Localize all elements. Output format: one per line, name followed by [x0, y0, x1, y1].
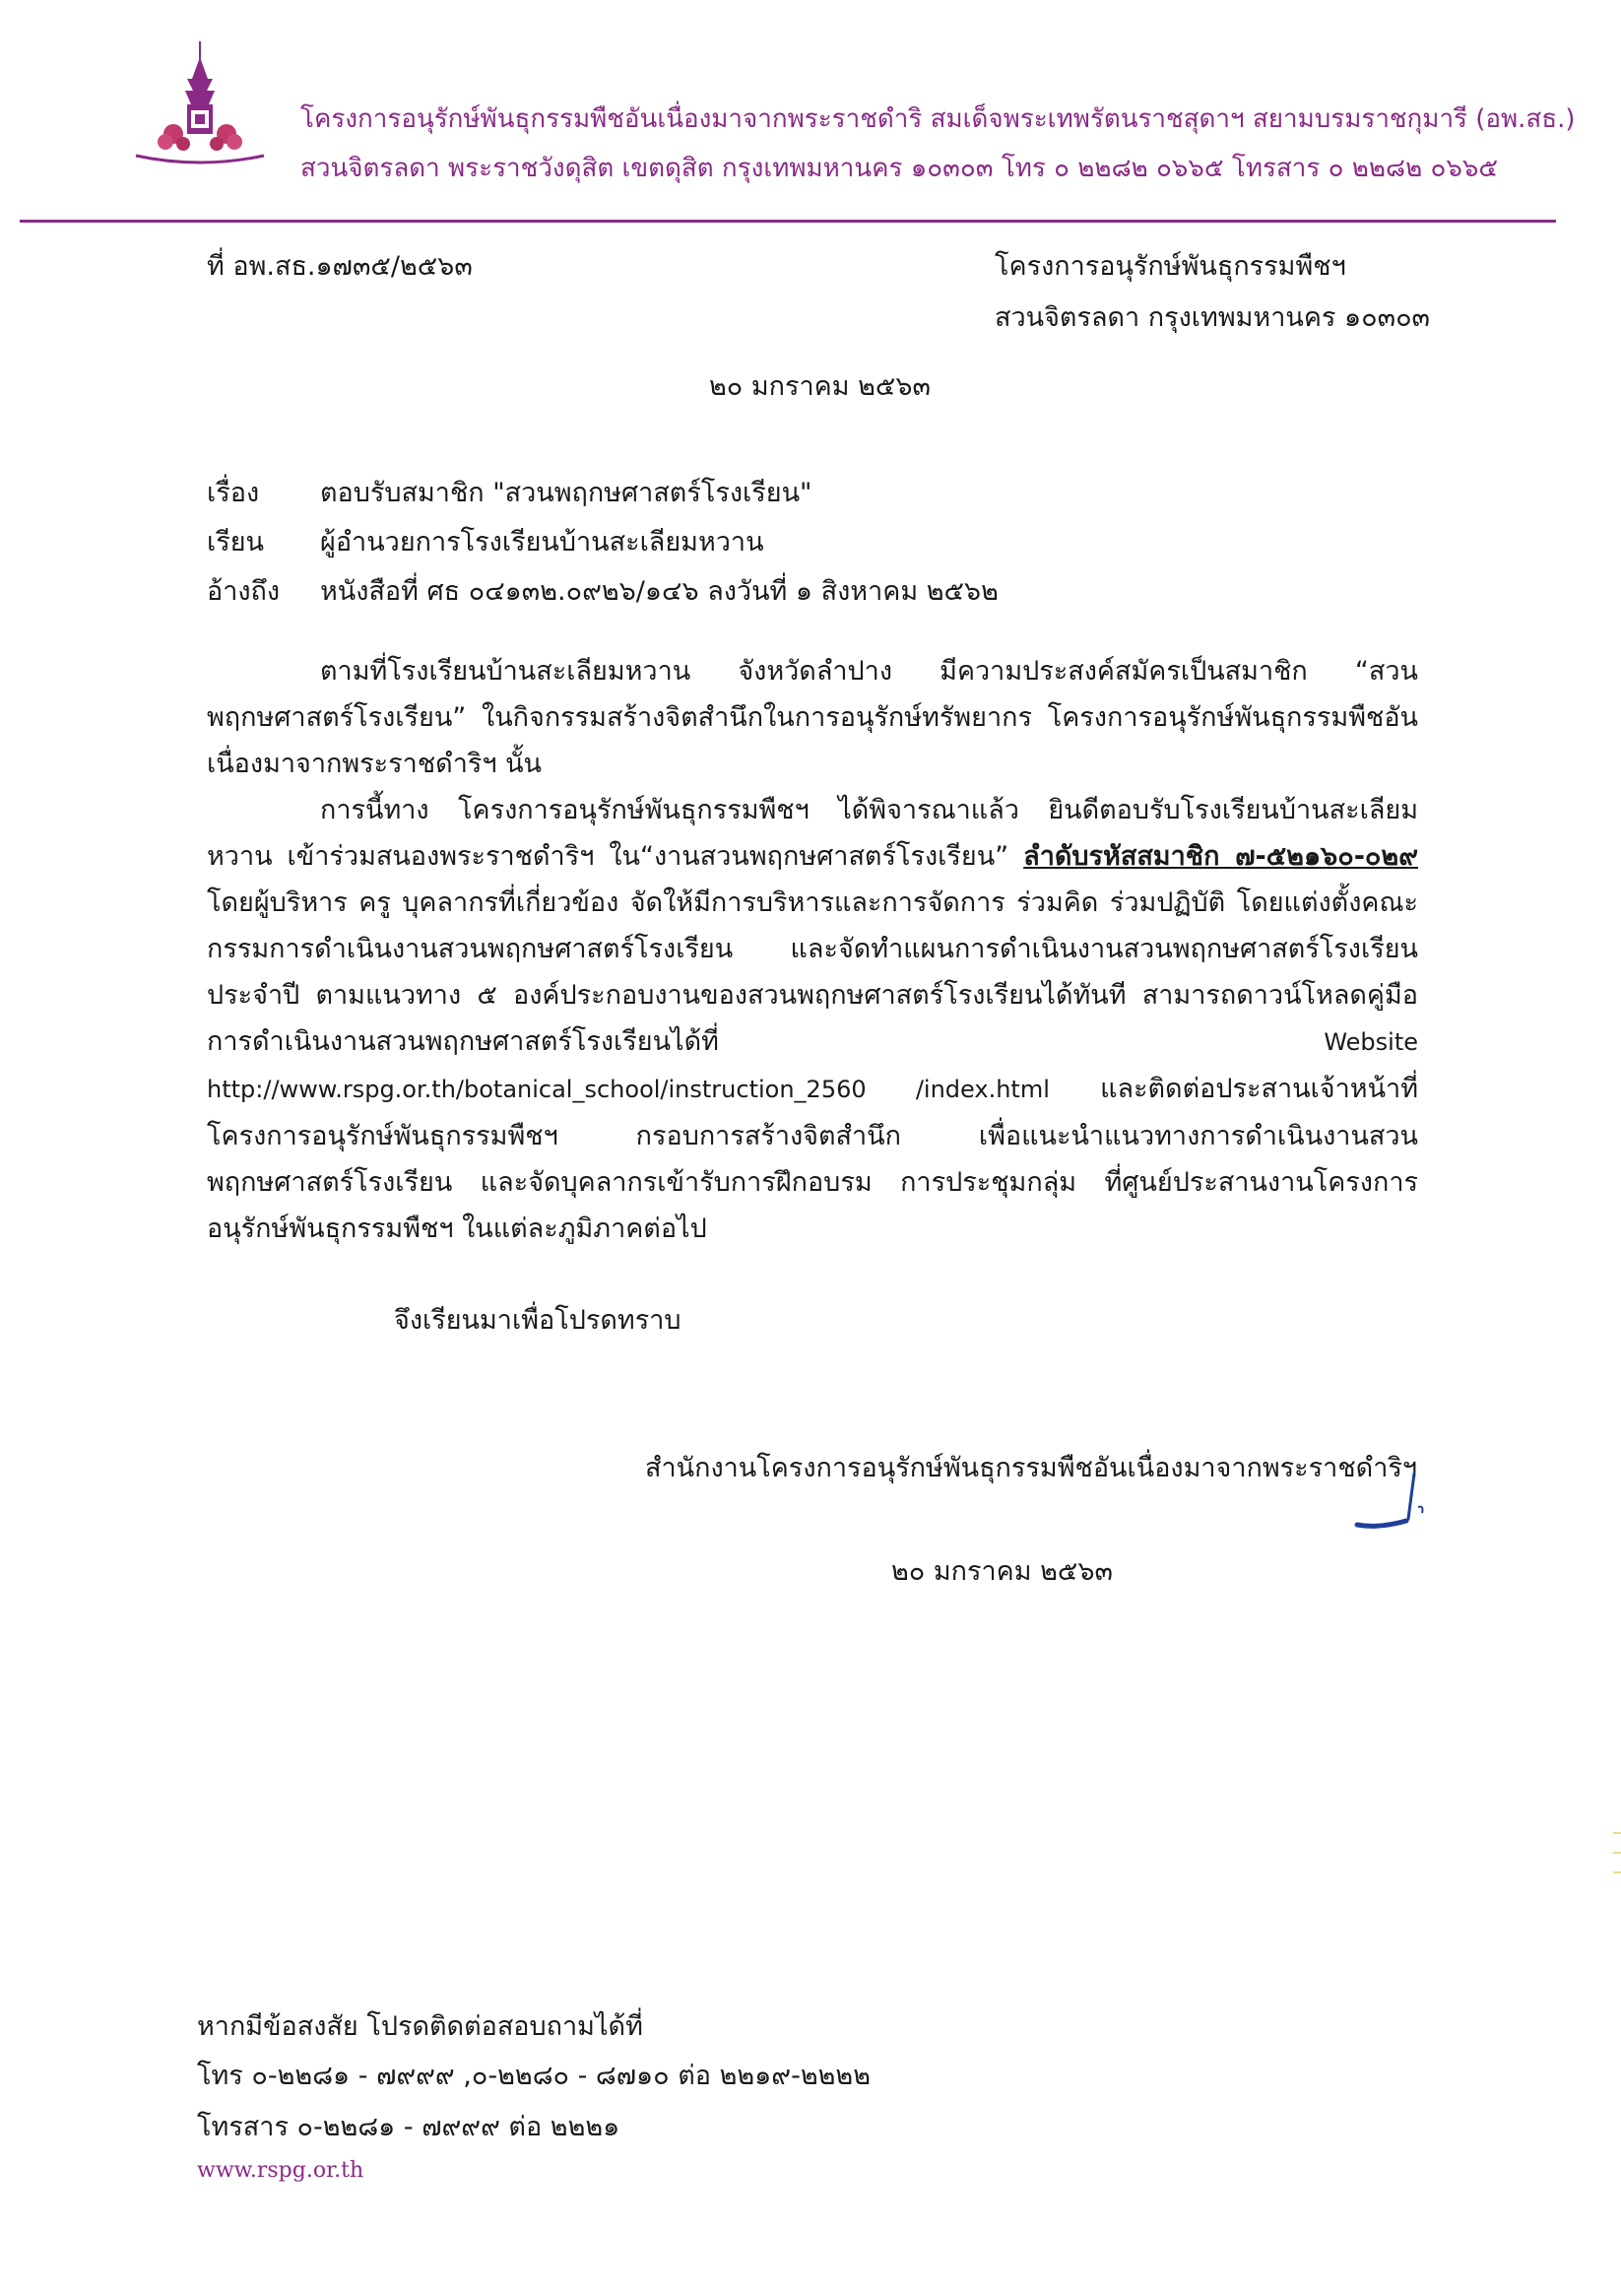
recipient-text: ผู้อำนวยการโรงเรียนบ้านสะเลียมหวาน	[320, 527, 764, 558]
contact-heading: หากมีข้อสงสัย โปรดติดต่อสอบถามได้ที่	[197, 2011, 643, 2042]
closing-phrase: จึงเรียนมาเพื่อโปรดทราบ	[394, 1305, 681, 1336]
subject-label: เรื่อง	[207, 478, 260, 508]
download-website-link[interactable]: Website http://www.rspg.or.th/botanical_school/instruction_2560 /index.html	[207, 1028, 1418, 1103]
reference-number: ที่ อพ.สธ.๑๗๓๕/๒๕๖๓	[207, 251, 473, 282]
body-paragraph-1: ตามที่โรงเรียนบ้านสะเลียมหวาน จังหวัดลำปาง มีความประสงค์สมัครเป็นสมาชิก “สวนพฤกษศาสตร์โรงเรียน” ในกิจกรรมสร้างจิตสำนึกในการอนุรักษ์ทรัพยากร โครงการอนุรักษ์พันธุกรรมพืชอันเนื่องมาจากพระราชดำริฯ นั้น	[207, 656, 1418, 779]
contact-phone: โทร ๐-๒๒๘๑ - ๗๙๙๙ ,๐-๒๒๘๐ - ๘๗๑๐ ต่อ ๒๒๑๙-๒๒๒๒	[197, 2061, 872, 2091]
footer-website-link[interactable]: www.rspg.or.th	[197, 2158, 364, 2183]
body-paragraph-2-end: และติดต่อประสานเจ้าหน้าที่ โครงการอนุรักษ์พันธุกรรมพืชฯ กรอบการสร้างจิตสำนึก เพื่อแนะนำแนวทางการดำเนินงานสวนพฤกษศาสตร์โรงเรียน และจัดบุคลากรเข้ารับการฝึกอบรม การประชุมกลุ่ม ที่ศูนย์ประสานงานโครงการอนุรักษ์พันธุกรรมพืชฯ ในแต่ละภูมิภาคต่อไป	[207, 1074, 1418, 1244]
scan-edge-mark	[1613, 1871, 1621, 1873]
sender-name: โครงการอนุรักษ์พันธุกรรมพืชฯ	[995, 251, 1346, 282]
letter-date: ๒๐ มกราคม ๒๕๖๓	[709, 371, 931, 402]
letterhead-title: โครงการอนุรักษ์พันธุกรรมพืชอันเนื่องมาจากพระราชดำริ สมเด็จพระเทพรัตนราชสุดาฯ สยามบรมราชกุมารี (อพ.สธ.)	[300, 104, 1576, 134]
member-code: ลำดับรหัสสมาชิก ๗-๕๒๑๖๐-๐๒๙	[1023, 841, 1418, 872]
signature-date: ๒๐ มกราคม ๒๕๖๓	[891, 1556, 1113, 1587]
letter-body	[207, 648, 1418, 1252]
body-paragraph-2-main: โดยผู้บริหาร ครู บุคลากรที่เกี่ยวข้อง จัดให้มีการบริหารและการจัดการ ร่วมคิด ร่วมปฏิบัติ โดยแต่งตั้งคณะกรรมการดำเนินงานสวนพฤกษศาสตร์โรงเรียน และจัดทำแผนการดำเนินงานสวนพฤกษศาสตร์โรงเรียนประจำปี ตามแนวทาง ๕ องค์ประกอบงานของสวนพฤกษศาสตร์โรงเรียนได้ทันที สามารถดาวน์โหลดคู่มือการดำเนินงานสวนพฤกษศาสตร์โรงเรียนได้ที่	[207, 887, 1418, 1057]
letterhead-address: สวนจิตรลดา พระราชวังดุสิต เขตดุสิต กรุงเทพมหานคร ๑๐๓๐๓ โทร ๐ ๒๒๘๒ ๐๖๖๕ โทรสาร ๐ ๒๒๘๒ ๐๖๖๕	[300, 154, 1499, 183]
royal-emblem-icon	[126, 39, 274, 165]
body-paragraph-2-intro: การนี้ทาง โครงการอนุรักษ์พันธุกรรมพืชฯ ได้พิจารณาแล้ว ยินดีตอบรับโรงเรียนบ้านสะเลียมหวาน เข้าร่วมสนองพระราชดำริฯ ใน“งานสวนพฤกษศาสตร์โรงเรียน”	[207, 795, 1418, 872]
sender-address: สวนจิตรลดา กรุงเทพมหานคร ๑๐๓๐๓	[995, 302, 1431, 333]
scan-edge-mark	[1613, 1852, 1621, 1854]
contact-fax: โทรสาร ๐-๒๒๘๑ - ๗๙๙๙ ต่อ ๒๒๒๑	[197, 2112, 620, 2142]
reference-label: อ้างถึง	[207, 576, 281, 607]
recipient-label: เรียน	[207, 527, 265, 558]
header-divider	[20, 220, 1556, 223]
signature-mark-icon	[1349, 1456, 1428, 1535]
signatory-office: สำนักงานโครงการอนุรักษ์พันธุกรรมพืชอันเนื่องมาจากพระราชดำริฯ	[645, 1453, 1418, 1483]
reference-text: หนังสือที่ ศธ ๐๔๑๓๒.๐๙๒๖/๑๔๖ ลงวันที่ ๑ สิงหาคม ๒๕๖๒	[320, 576, 999, 607]
body-paragraph-2	[207, 787, 1418, 1252]
scan-edge-mark	[1613, 1832, 1621, 1834]
subject-text: ตอบรับสมาชิก "สวนพฤกษศาสตร์โรงเรียน"	[320, 478, 812, 508]
